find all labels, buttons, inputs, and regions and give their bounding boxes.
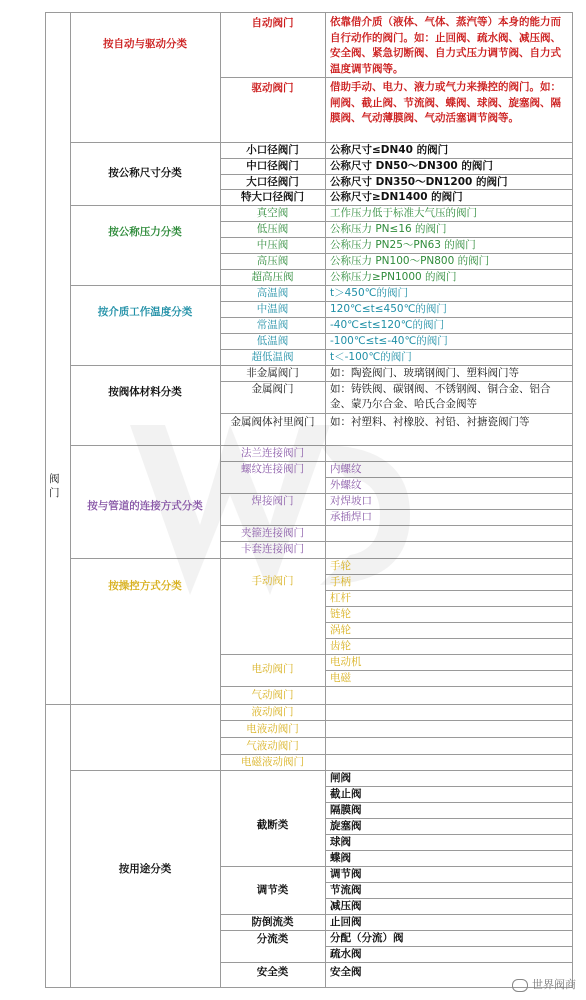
connection-weld: 焊接阀门 [251, 495, 294, 507]
operation-manual-sub: 手轮 [330, 560, 351, 572]
temp-row-name: 超低温阀 [251, 351, 294, 363]
usage-safety: 安全类 [256, 966, 289, 978]
usage-regulate-sub: 减压阀 [330, 900, 362, 912]
operation-hydraulic: 液动阀门 [251, 706, 294, 718]
temp-row-desc: t＞450℃的阀门 [330, 287, 408, 299]
connection-thread-sub: 内螺纹 [330, 463, 362, 475]
operation-gas-hydraulic: 气液动阀门 [246, 740, 299, 752]
pressure-row-name: 中压阀 [256, 239, 289, 251]
pressure-row-name: 高压阀 [256, 255, 289, 267]
category-operation: 按操控方式分类 [108, 580, 182, 592]
temp-row-name: 常温阀 [256, 319, 289, 331]
material-row-name: 金属阀门 [251, 383, 294, 395]
pressure-row-desc: 公称压力 PN100～PN800 的阀门 [330, 255, 490, 267]
connection-weld-sub: 对焊坡口 [330, 495, 372, 507]
usage-regulate: 调节类 [256, 884, 289, 896]
temp-row-name: 高温阀 [256, 287, 289, 299]
size-row-name: 小口径阀门 [246, 144, 299, 156]
connection-ferrule: 卡套连接阀门 [241, 543, 304, 555]
usage-shutoff-sub: 球阀 [330, 836, 351, 848]
operation-electro-hydraulic: 电液动阀门 [246, 723, 299, 735]
material-row-desc: 如：衬塑料、衬橡胶、衬铅、衬搪瓷阀门等 [330, 416, 530, 428]
usage-shutoff: 截断类 [256, 819, 289, 831]
size-row-desc: 公称尺寸 DN50～DN300 的阀门 [330, 160, 493, 172]
operation-manual-sub: 杠杆 [330, 592, 351, 604]
usage-shutoff-sub: 截止阀 [330, 788, 362, 800]
usage-shutoff-sub: 蝶阀 [330, 852, 351, 864]
usage-shutoff-sub: 隔膜阀 [330, 804, 362, 816]
brand-label: 世界阀商 [532, 978, 576, 991]
size-row-name: 中口径阀门 [246, 160, 299, 172]
size-row-desc: 公称尺寸≥DN1400 的阀门 [330, 191, 463, 203]
usage-backflow: 防倒流类 [251, 916, 294, 928]
pressure-row-name: 低压阀 [256, 223, 289, 235]
size-row-desc: 公称尺寸 DN350～DN1200 的阀门 [330, 176, 508, 188]
temp-row-desc: -100℃≤t≤-40℃的阀门 [330, 335, 448, 347]
connection-thread-sub: 外螺纹 [330, 479, 362, 491]
size-row-name: 大口径阀门 [246, 176, 299, 188]
brand-mark [512, 976, 576, 992]
usage-divert: 分流类 [256, 933, 289, 945]
operation-pneumatic: 气动阀门 [251, 689, 294, 701]
connection-clamp: 夹箍连接阀门 [241, 527, 304, 539]
temp-row-name: 低温阀 [256, 335, 289, 347]
category-material: 按阀体材料分类 [108, 386, 182, 398]
connection-weld-sub: 承插焊口 [330, 511, 372, 523]
usage-divert-sub: 分配（分流）阀 [330, 932, 404, 944]
usage-backflow-sub: 止回阀 [330, 916, 362, 928]
usage-safety-sub: 安全阀 [330, 966, 362, 978]
operation-electric-sub: 电动机 [330, 656, 362, 668]
material-row-desc: 如：铸铁阀、碳钢阀、不锈钢阀、铜合金、铝合金、蒙乃尔合金、哈氏合金阀等 [330, 383, 551, 410]
material-row-name: 非金属阀门 [246, 367, 299, 379]
usage-shutoff-sub: 闸阀 [330, 772, 351, 784]
operation-manual-sub: 链轮 [330, 608, 351, 620]
size-row-name: 特大口径阀门 [241, 191, 304, 203]
usage-regulate-sub: 节流阀 [330, 884, 362, 896]
usage-shutoff-sub: 旋塞阀 [330, 820, 362, 832]
operation-em-hydraulic: 电磁液动阀门 [241, 756, 304, 768]
auto-valve-desc: 依靠借介质（液体、气体、蒸汽等）本身的能力而自行动作的阀门。如：止回阀、疏水阀、减压阀、安全阀、紧急切断阀、自力式压力调节阀、自力式温度调节阀等。 [330, 16, 561, 75]
temp-row-desc: 120℃≤t≤450℃的阀门 [330, 303, 447, 315]
category-usage: 按用途分类 [118, 863, 172, 875]
operation-electric-sub: 电磁 [330, 672, 351, 684]
auto-valve-name: 自动阀门 [251, 17, 294, 29]
usage-divert-sub: 疏水阀 [330, 948, 362, 960]
pressure-row-name: 真空阀 [256, 207, 289, 219]
pressure-row-desc: 工作压力低于标准大气压的阀门 [330, 207, 477, 219]
wechat-icon [512, 979, 528, 992]
pressure-row-desc: 公称压力 PN25～PN63 的阀门 [330, 239, 476, 251]
table-title: 阀门 [49, 473, 60, 499]
drive-valve-name: 驱动阀门 [251, 82, 294, 94]
connection-flange: 法兰连接阀门 [241, 447, 304, 459]
category-temperature: 按介质工作温度分类 [97, 306, 193, 318]
pressure-row-desc: 公称压力≥PN1000 的阀门 [330, 271, 457, 283]
drive-valve-desc: 借助手动、电力、液力或气力来操控的阀门。如：闸阀、截止阀、节流阀、蝶阀、球阀、旋塞阀、隔膜阀、气动薄膜阀、气动活塞调节阀等。 [330, 81, 561, 124]
category-size: 按公称尺寸分类 [108, 167, 182, 179]
category-pressure: 按公称压力分类 [108, 226, 182, 238]
usage-regulate-sub: 调节阀 [330, 868, 362, 880]
temp-row-desc: -40℃≤t≤120℃的阀门 [330, 319, 444, 331]
operation-electric: 电动阀门 [251, 663, 294, 675]
operation-manual-sub: 涡轮 [330, 624, 351, 636]
pressure-row-name: 超高压阀 [251, 271, 294, 283]
operation-manual-sub: 齿轮 [330, 640, 351, 652]
size-row-desc: 公称尺寸≤DN40 的阀门 [330, 144, 449, 156]
category-auto-drive: 按自动与驱动分类 [103, 38, 187, 50]
operation-manual-sub: 手柄 [330, 576, 351, 588]
material-row-desc: 如：陶瓷阀门、玻璃钢阀门、塑料阀门等 [330, 367, 519, 379]
category-connection: 按与管道的连接方式分类 [87, 500, 203, 512]
temp-row-desc: t＜-100℃的阀门 [330, 351, 412, 363]
connection-thread: 螺纹连接阀门 [241, 463, 304, 475]
operation-manual: 手动阀门 [251, 575, 294, 587]
pressure-row-desc: 公称压力 PN≤16 的阀门 [330, 223, 447, 235]
material-row-name: 金属阀体衬里阀门 [230, 416, 315, 428]
temp-row-name: 中温阀 [256, 303, 289, 315]
